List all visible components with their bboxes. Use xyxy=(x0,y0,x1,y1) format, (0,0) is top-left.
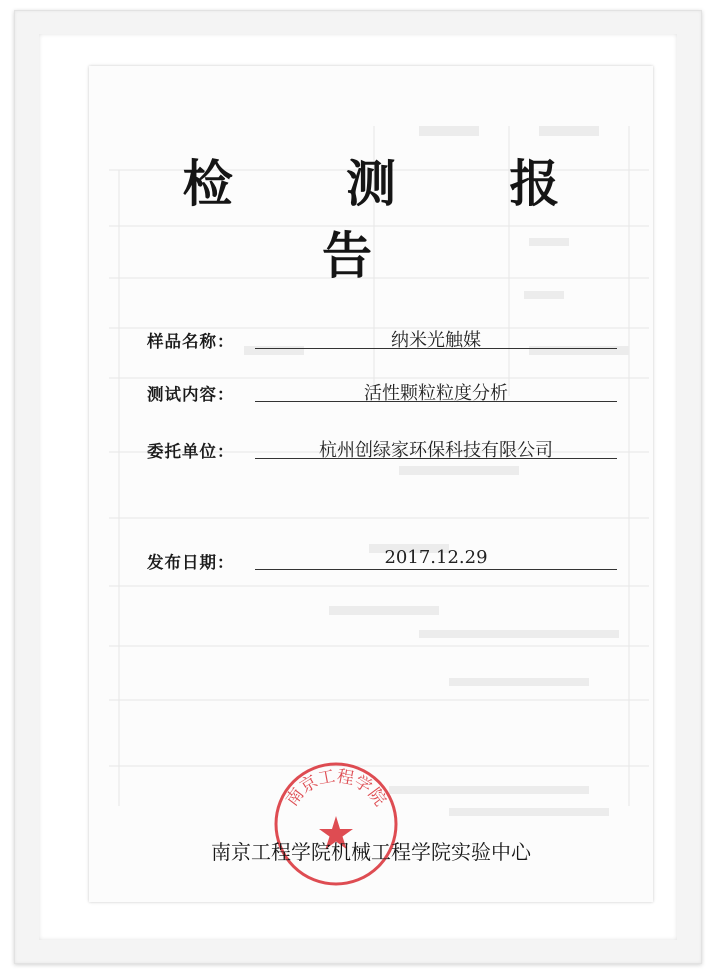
field-test-content xyxy=(147,381,617,405)
release-date-underline xyxy=(255,569,617,570)
field-sample-name xyxy=(147,328,617,352)
test-content-label: 测试内容： xyxy=(147,385,235,404)
release-date-value: 2017.12.29 xyxy=(384,547,488,568)
picture-frame xyxy=(14,10,702,964)
field-release-date xyxy=(147,549,617,573)
report-page xyxy=(89,66,653,902)
test-content-value: 活性颗粒粒度分析 xyxy=(364,383,508,404)
issuer-name: 南京工程学院机械工程学院实验中心 xyxy=(211,840,531,864)
field-client xyxy=(147,438,617,462)
sample-name-label: 样品名称： xyxy=(147,332,235,351)
frame-mat xyxy=(39,34,677,940)
release-date-label: 发布日期： xyxy=(147,553,235,572)
official-seal xyxy=(270,758,402,888)
seal-text: 南京工程学院 xyxy=(282,766,390,811)
sample-name-value: 纳米光触媒 xyxy=(391,330,481,351)
client-label: 委托单位： xyxy=(147,442,235,461)
client-value: 杭州创绿家环保科技有限公司 xyxy=(319,440,553,461)
report-title: 检 测 报 告 xyxy=(182,155,608,285)
